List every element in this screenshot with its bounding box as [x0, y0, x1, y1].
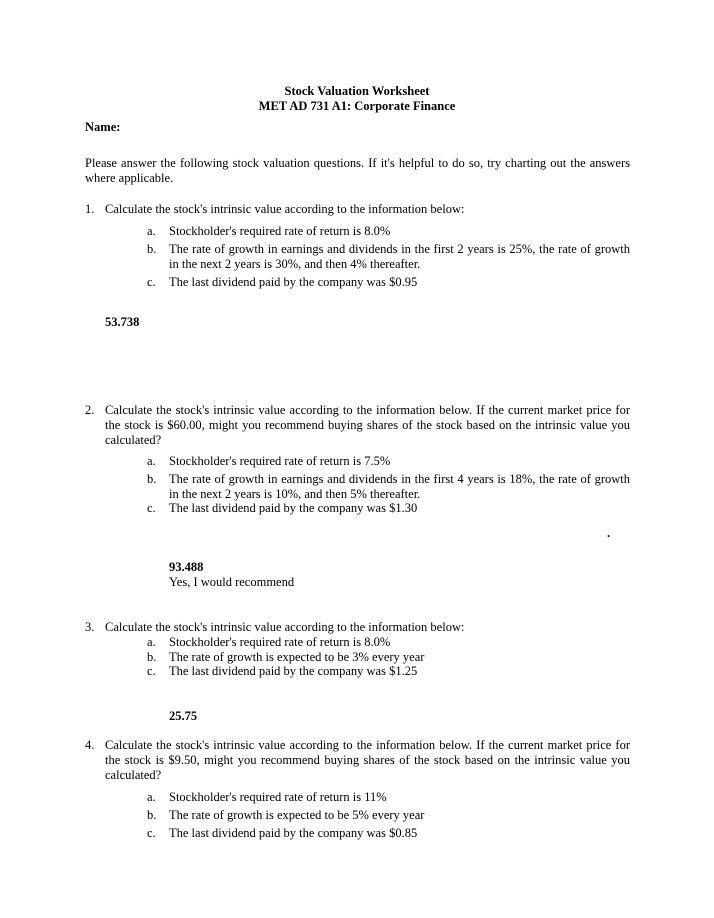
intro-paragraph: Please answer the following stock valuation questions. If it's helpful to do so, try charting out the answers where applicable. [85, 156, 630, 185]
question-1-item-b-letter: b. [147, 242, 157, 256]
course-title: MET AD 731 A1: Corporate Finance [258, 99, 456, 113]
question-2-item-c-letter: c. [147, 501, 156, 515]
question-2-item-b: The rate of growth in earnings and dividends in the first 4 years is 18%, the rate of growth in the next 2 years is 10%, and then 5% thereafter. [169, 472, 630, 501]
question-4-item-a-letter: a. [147, 790, 156, 804]
question-3-item-a-letter: a. [147, 635, 156, 649]
document-title: Stock Valuation Worksheet [284, 84, 430, 98]
question-2-answer: 93.488 [169, 560, 204, 574]
question-2-text: Calculate the stock's intrinsic value according to the information below. If the current market price for the stock is $60.00, might you recommend buying shares of the stock based on the intrinsic value you calculated? [105, 403, 630, 447]
question-4-item-b-letter: b. [147, 808, 157, 822]
question-3-item-a: Stockholder's required rate of return is 8.0% [169, 635, 391, 649]
question-2-answer-note: Yes, I would recommend [169, 575, 295, 589]
question-3-item-c-letter: c. [147, 664, 156, 678]
question-2-item-a-letter: a. [147, 454, 156, 468]
question-3-item-c: The last dividend paid by the company was $1.25 [169, 664, 418, 678]
question-4-number: 4. [85, 738, 95, 752]
question-4-item-a: Stockholder's required rate of return is 11% [169, 790, 387, 804]
question-3-item-b: The rate of growth is expected to be 3% every year [169, 650, 425, 664]
question-1-item-c-letter: c. [147, 275, 156, 289]
question-3-number: 3. [85, 620, 95, 634]
question-1-item-a-letter: a. [147, 224, 156, 238]
question-4-item-b: The rate of growth is expected to be 5% every year [169, 808, 425, 822]
question-1-item-a: Stockholder's required rate of return is 8.0% [169, 224, 391, 238]
question-4-item-c-letter: c. [147, 826, 156, 840]
question-1-number: 1. [85, 202, 95, 216]
question-2-item-c: The last dividend paid by the company was $1.30 [169, 501, 418, 515]
question-3-item-b-letter: b. [147, 650, 157, 664]
question-4-item-c: The last dividend paid by the company was $0.85 [169, 826, 418, 840]
question-3-text: Calculate the stock's intrinsic value according to the information below: [105, 620, 465, 634]
question-3-answer: 25.75 [169, 709, 198, 723]
question-2-number: 2. [85, 403, 95, 417]
question-1-item-c: The last dividend paid by the company was $0.95 [169, 275, 418, 289]
question-4-text: Calculate the stock's intrinsic value according to the information below. If the current market price for the stock is $9.50, might you recommend buying shares of the stock based on the intrinsic value you calculated? [105, 738, 630, 782]
name-label: Name: [85, 120, 121, 134]
stray-mark: . [607, 526, 611, 540]
question-2-item-a: Stockholder's required rate of return is 7.5% [169, 454, 391, 468]
question-2-item-b-letter: b. [147, 472, 157, 486]
question-1-item-b: The rate of growth in earnings and dividends in the first 2 years is 25%, the rate of growth in the next 2 years is 30%, and then 4% thereafter. [169, 242, 630, 271]
question-1-answer: 53.738 [105, 315, 140, 329]
question-1-text: Calculate the stock's intrinsic value according to the information below: [105, 202, 465, 216]
